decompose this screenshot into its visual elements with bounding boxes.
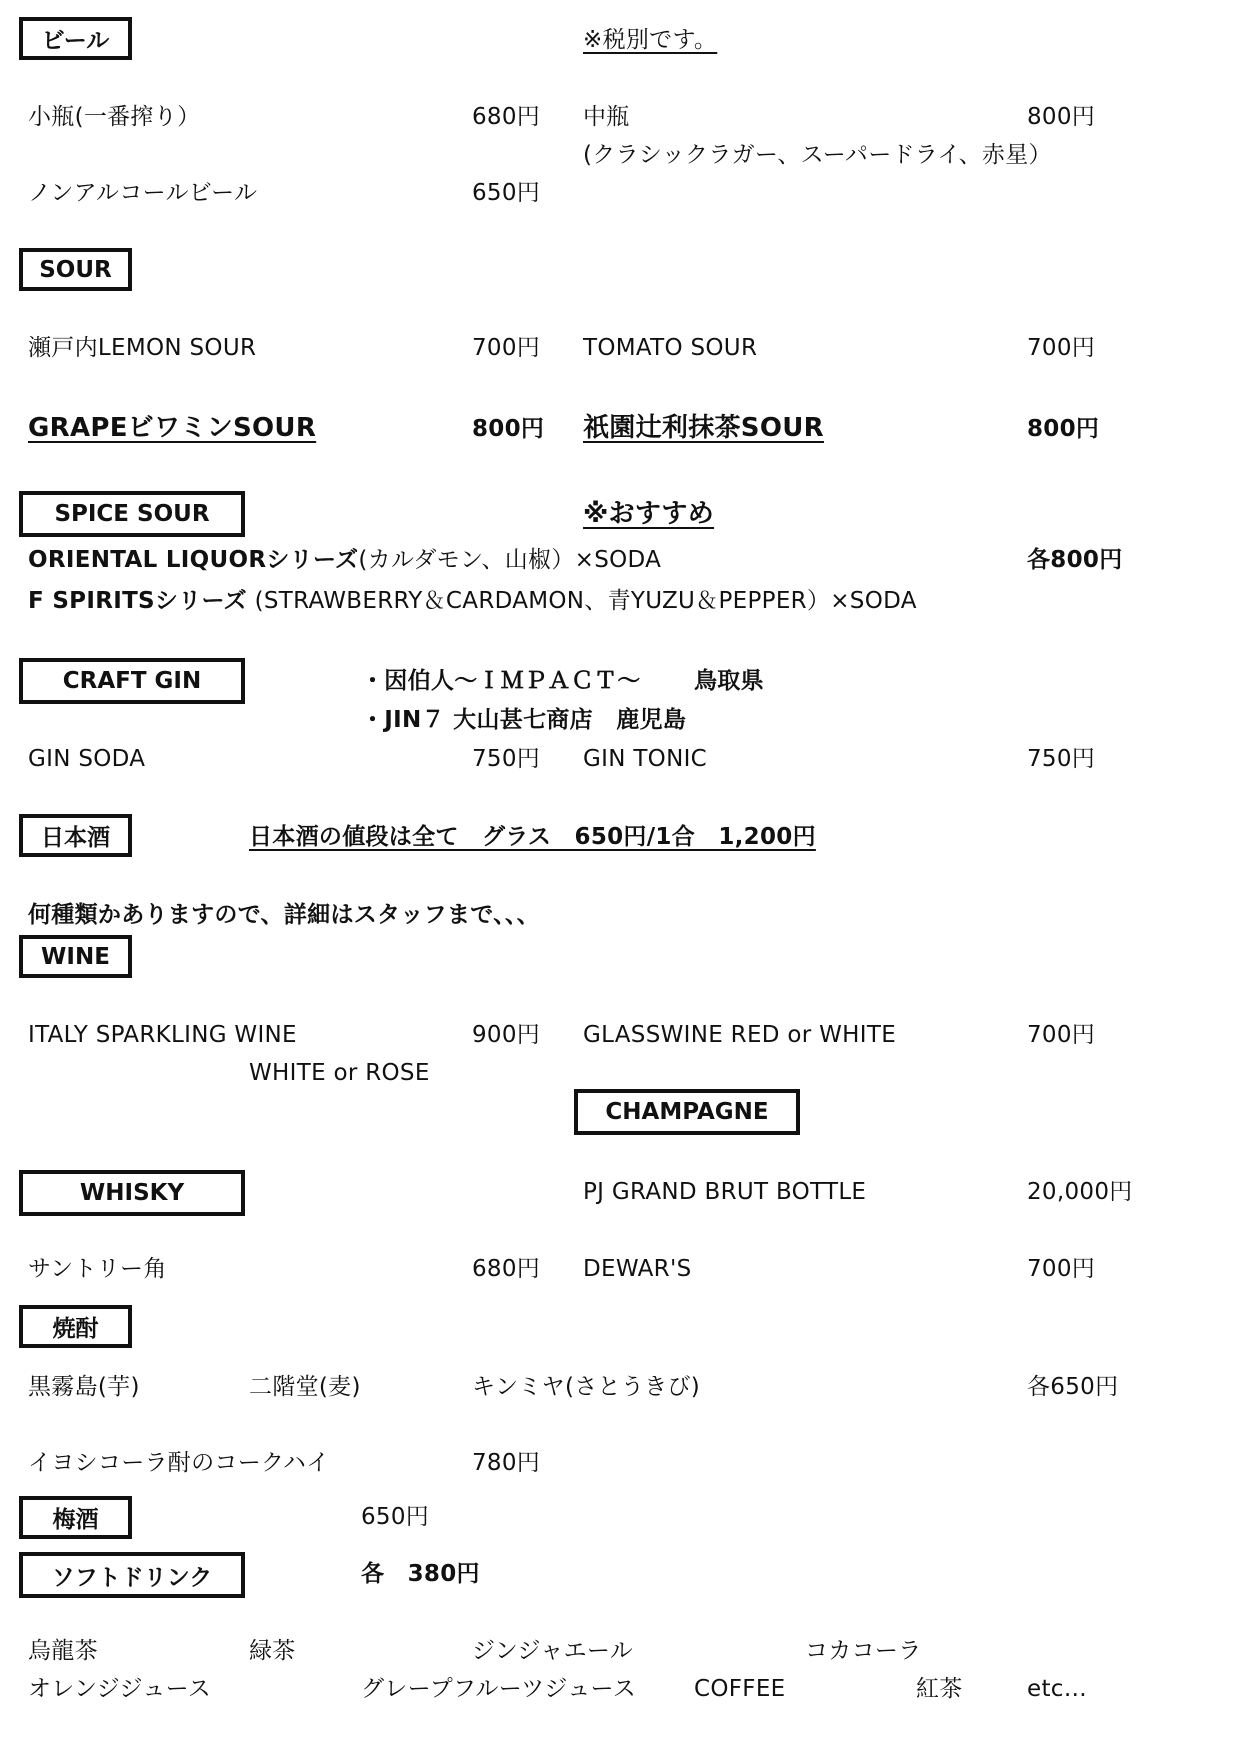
wine-glass-name: GLASSWINE RED or WHITE: [583, 1022, 897, 1048]
whisky-suntory-name: サントリー角: [28, 1256, 167, 1282]
sour-tomato-name: TOMATO SOUR: [583, 335, 758, 361]
recommended-note: ※おすすめ: [583, 499, 715, 529]
spice-sour-oriental-series: ORIENTAL LIQUORシリーズ: [28, 547, 359, 573]
sour-matcha-name: 祇園辻利抹茶SOUR: [583, 413, 824, 443]
heading-sake: 日本酒: [19, 814, 132, 857]
heading-wine: WINE: [19, 935, 132, 978]
heading-champagne: CHAMPAGNE: [574, 1089, 800, 1135]
wine-sparkling-name: ITALY SPARKLING WINE: [28, 1022, 297, 1048]
heading-whisky: WHISKY: [19, 1170, 245, 1216]
sour-grape-price: 800円: [472, 416, 545, 442]
heading-umeshu: 梅酒: [19, 1496, 132, 1539]
sour-lemon-name: 瀬戸内LEMON SOUR: [28, 335, 257, 361]
gin-tonic-price: 750円: [1027, 746, 1096, 772]
soft-drink-each-price: 各 380円: [361, 1561, 480, 1587]
soft-drink-item: 緑茶: [249, 1638, 296, 1664]
gin-soda-price: 750円: [472, 746, 541, 772]
sour-grape-name: GRAPEビワミンSOUR: [28, 413, 317, 443]
shochu-item: キンミヤ(さとうきび): [472, 1374, 701, 1400]
heading-soft-drink: ソフトドリンク: [19, 1552, 245, 1598]
sour-matcha-price: 800円: [1027, 416, 1100, 442]
spice-sour-fspirits-flavors: (STRAWBERRY＆CARDAMON、青YUZU＆PEPPER）×SODA: [246, 588, 917, 614]
beer-medium-bottle-price: 800円: [1027, 104, 1096, 130]
beer-medium-bottle-name: 中瓶: [583, 104, 630, 130]
whisky-suntory-price: 680円: [472, 1256, 541, 1282]
gin-brand-impact: ・因伯人～ＩＭＰＡＣＴ～: [361, 668, 641, 694]
beer-non-alcohol-price: 650円: [472, 180, 541, 206]
spice-sour-fspirits-series: F SPIRITSシリーズ: [28, 588, 247, 614]
heading-craft-gin: CRAFT GIN: [19, 658, 245, 704]
beer-small-bottle-price: 680円: [472, 104, 541, 130]
heading-sour: SOUR: [19, 248, 132, 291]
heading-beer: ビール: [19, 17, 132, 60]
heading-shochu: 焼酎: [19, 1305, 132, 1348]
beer-small-bottle-name: 小瓶(一番搾り）: [28, 104, 201, 130]
shochu-item: 二階堂(麦): [249, 1374, 361, 1400]
beer-medium-bottle-note: (クラシックラガー、スーパードライ、赤星）: [583, 142, 1052, 168]
soft-drink-item: etc…: [1027, 1676, 1088, 1702]
shochu-cola-highball-price: 780円: [472, 1450, 541, 1476]
shochu-item: 黒霧島(芋): [28, 1374, 140, 1400]
spice-sour-oriental: [28, 545, 661, 575]
gin-brand-jin7: ・JIN７ 大山甚七商店 鹿児島: [361, 707, 687, 733]
spice-sour-oriental-flavors: (カルダモン、山椒）×SODA: [358, 547, 662, 573]
sour-lemon-price: 700円: [472, 335, 541, 361]
champagne-pj-name: PJ GRAND BRUT BOTTLE: [583, 1179, 867, 1205]
spice-sour-fspirits: [28, 586, 917, 616]
soft-drink-item: 紅茶: [916, 1676, 963, 1702]
wine-sparkling-price: 900円: [472, 1022, 541, 1048]
umeshu-price: 650円: [361, 1504, 430, 1530]
shochu-cola-highball-name: イヨシコーラ酎のコークハイ: [28, 1450, 330, 1476]
sake-pricing-note: 日本酒の値段は全て グラス 650円/1合 1,200円: [249, 824, 816, 850]
soft-drink-item: コカコーラ: [805, 1638, 922, 1664]
whisky-dewars-name: DEWAR'S: [583, 1256, 692, 1282]
sake-detail-note: 何種類かありますので、詳細はスタッフまで、、、: [28, 902, 540, 928]
gin-soda-name: GIN SODA: [28, 746, 146, 772]
shochu-each-price: 各650円: [1027, 1374, 1119, 1400]
tax-note: ※税別です。: [583, 27, 718, 53]
heading-spice-sour: SPICE SOUR: [19, 491, 245, 537]
sour-tomato-price: 700円: [1027, 335, 1096, 361]
soft-drink-item: 烏龍茶: [28, 1638, 98, 1664]
whisky-dewars-price: 700円: [1027, 1256, 1096, 1282]
gin-brand-impact-origin: 鳥取県: [694, 668, 764, 694]
soft-drink-item: ジンジャエール: [472, 1638, 634, 1664]
beer-non-alcohol-name: ノンアルコールビール: [28, 180, 258, 206]
soft-drink-item: COFFEE: [694, 1676, 786, 1702]
soft-drink-item: オレンジジュース: [28, 1676, 212, 1702]
wine-glass-price: 700円: [1027, 1022, 1096, 1048]
soft-drink-item: グレープフルーツジュース: [361, 1676, 636, 1702]
wine-sparkling-note: WHITE or ROSE: [249, 1060, 430, 1086]
champagne-pj-price: 20,000円: [1027, 1179, 1133, 1205]
spice-sour-each-price: 各800円: [1027, 547, 1123, 573]
gin-tonic-name: GIN TONIC: [583, 746, 708, 772]
